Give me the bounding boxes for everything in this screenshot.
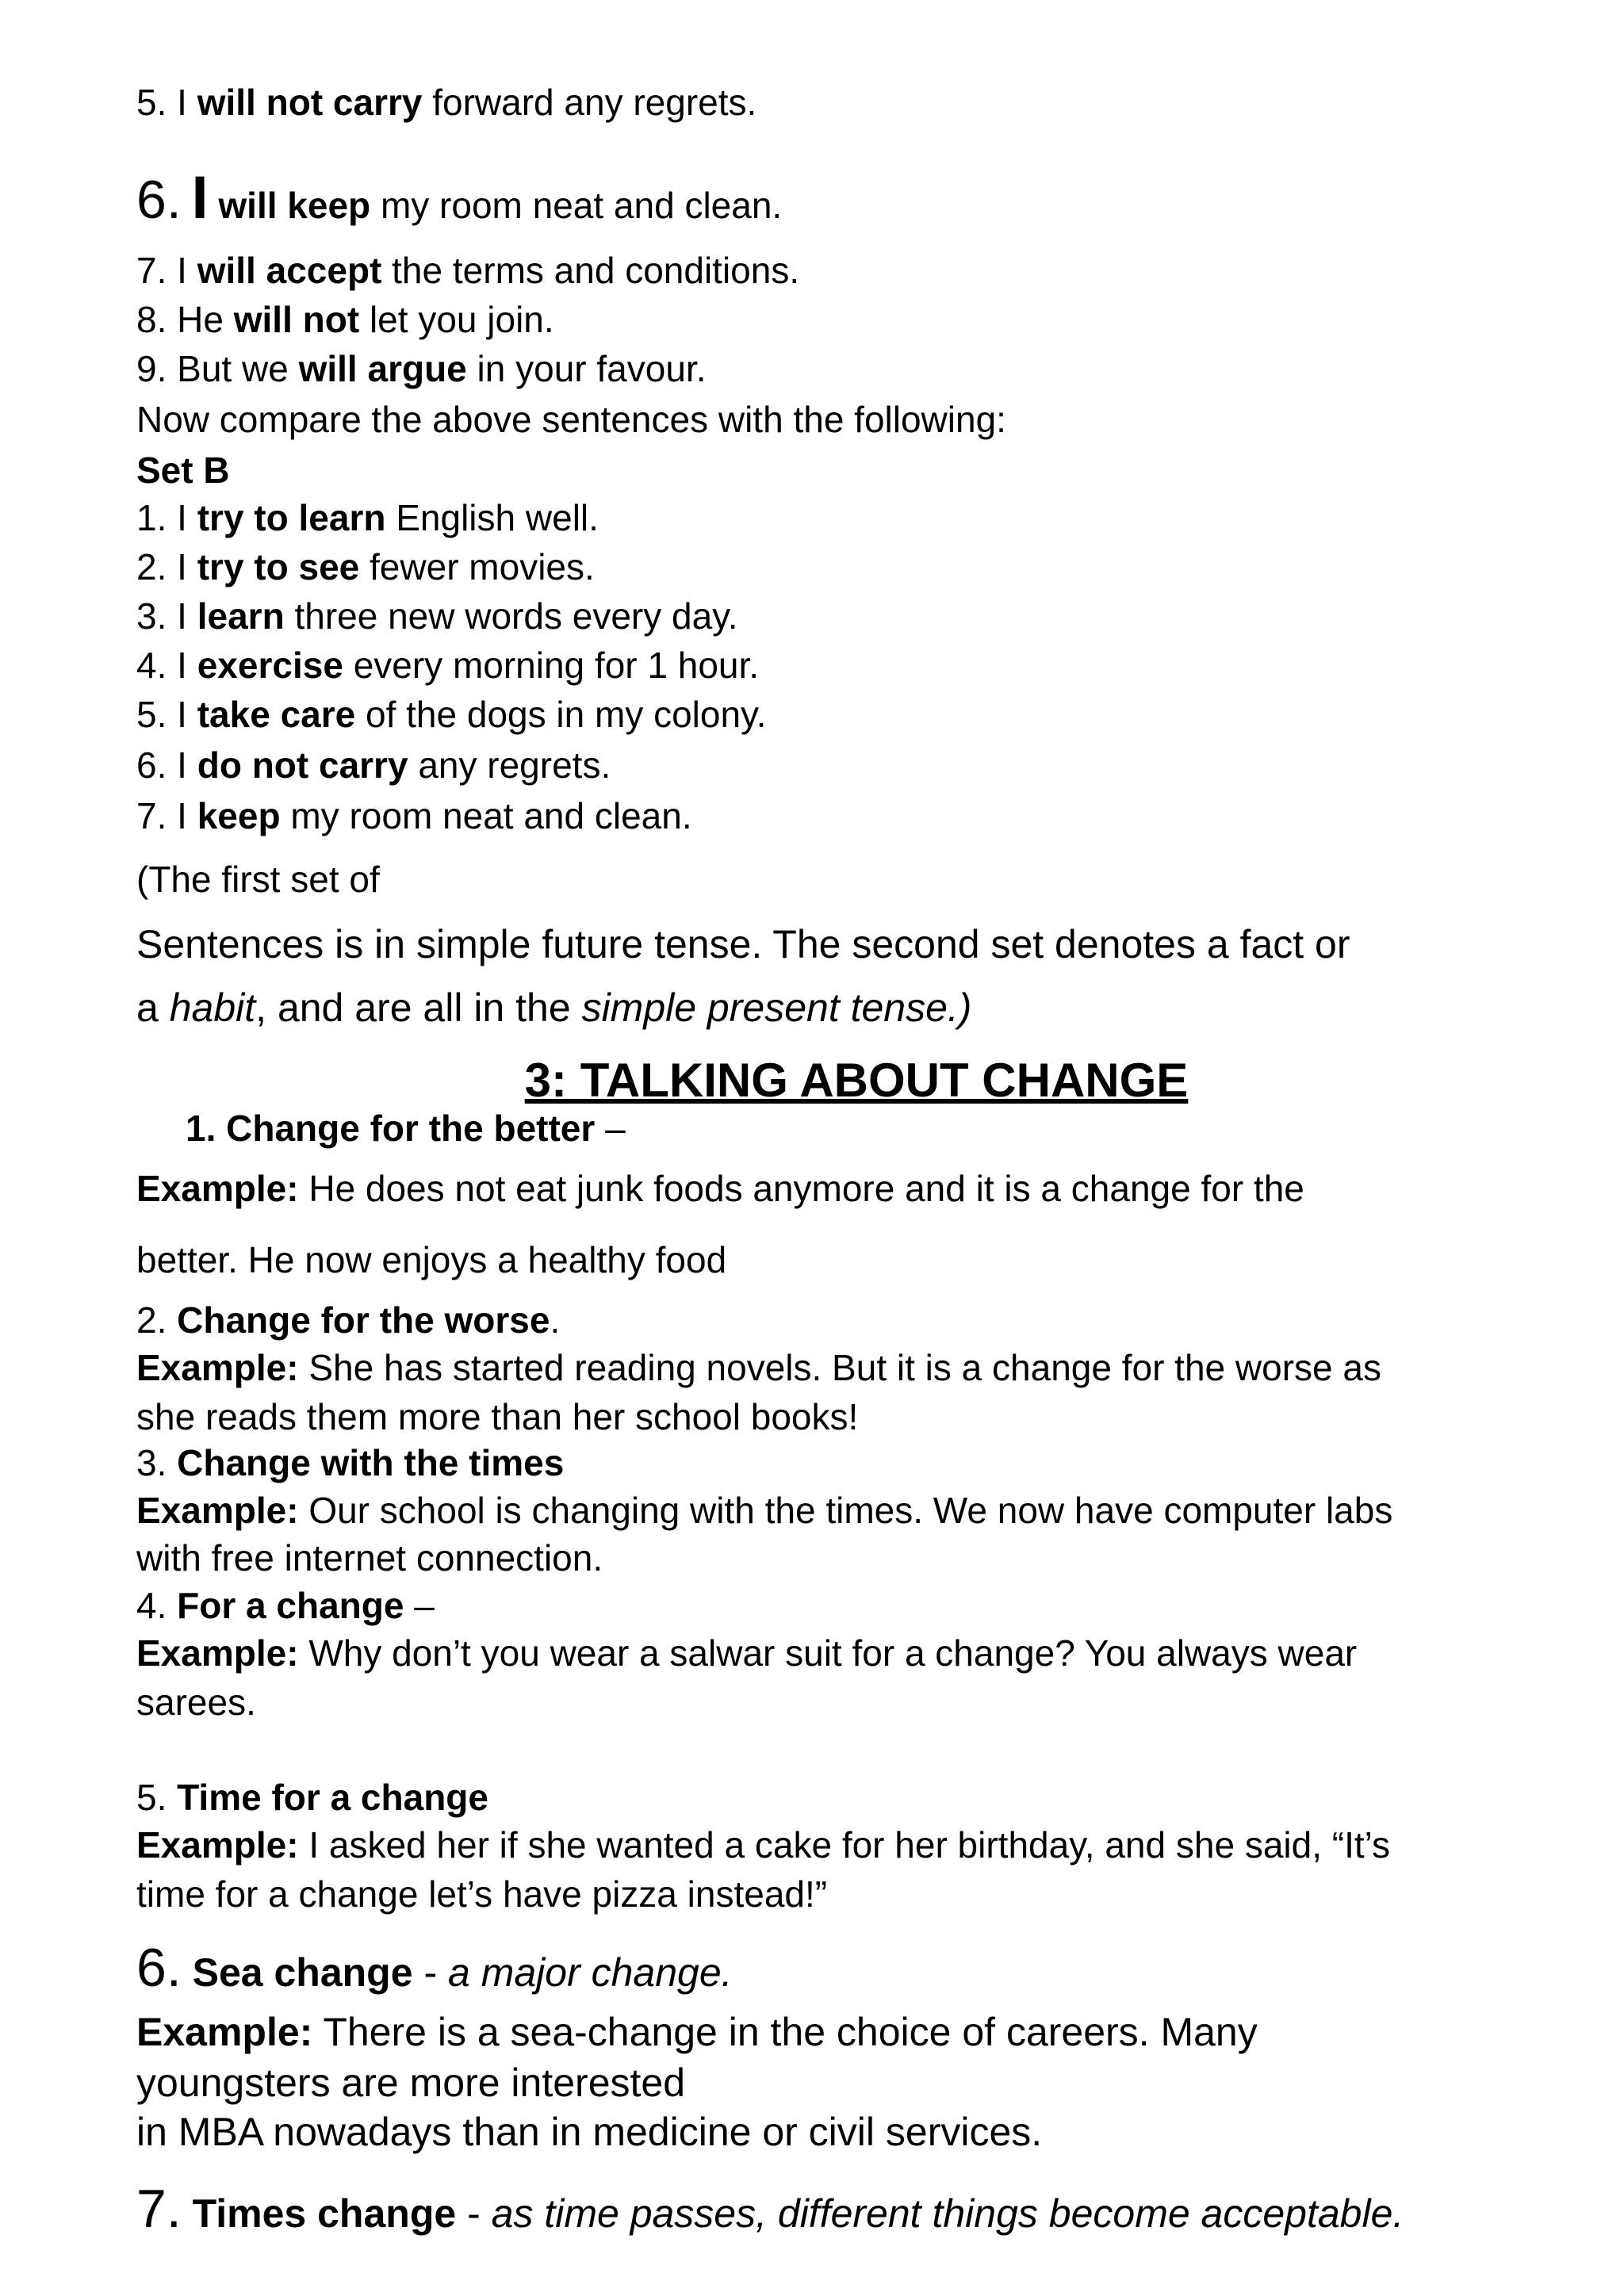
item-number: 3. (136, 1442, 167, 1483)
item-verb: will accept (197, 250, 382, 291)
note-habit: habit (169, 985, 256, 1030)
item-4-example-line-2: sarees. (136, 1682, 256, 1723)
example-text: Our school is changing with the times. We now have computer labs (308, 1490, 1393, 1531)
item-subject: I (177, 250, 187, 291)
set-b-title: Set B (136, 450, 230, 491)
item-verb: will keep (218, 185, 371, 226)
set-b-item-4 (136, 645, 760, 686)
item-title: Sea change (192, 1950, 413, 1995)
example-label: Example: (136, 1168, 299, 1209)
item-1-title-line (186, 1108, 626, 1149)
item-verb: will not carry (197, 82, 423, 123)
item-verb: try to learn (197, 497, 386, 538)
item-dash: – (414, 1585, 435, 1626)
item-number: 7. (136, 2179, 182, 2239)
item-7-title-line (136, 2179, 1404, 2239)
item-1-example-line-2: better. He now enjoys a healthy food (136, 1239, 727, 1280)
item-title: 1. Change for the better (186, 1108, 596, 1149)
item-title: Times change (192, 2191, 457, 2236)
item-3-title-line (136, 1442, 565, 1483)
item-6-example-line-1 (136, 2012, 1258, 2052)
item-1-example-line-1 (136, 1170, 1304, 1207)
item-verb: take care (197, 694, 356, 735)
item-subject: I (177, 795, 187, 836)
example-label: Example: (136, 2010, 313, 2054)
set-a-item-9 (136, 350, 706, 387)
item-number: 2. (136, 546, 167, 587)
item-title: For a change (177, 1585, 404, 1626)
example-label: Example: (136, 1347, 299, 1388)
item-subject: I (177, 645, 187, 686)
section-heading: 3: TALKING ABOUT CHANGE (524, 1054, 1189, 1107)
item-subject: I (191, 164, 209, 232)
item-verb: keep (197, 795, 281, 836)
item-meaning: a major change. (448, 1950, 733, 1995)
item-2-example-line-1 (136, 1349, 1381, 1386)
item-verb: learn (197, 595, 285, 637)
item-number: 7. (136, 250, 167, 291)
item-subject: I (177, 744, 187, 786)
set-a-item-5 (136, 84, 756, 121)
item-number: 2. (136, 1299, 167, 1341)
item-title: Change for the worse (177, 1299, 550, 1341)
item-rest: three new words every day. (294, 595, 738, 637)
item-verb: will argue (298, 348, 467, 389)
item-number: 1. (136, 497, 167, 538)
example-text: I asked her if she wanted a cake for her birthday, and she said, “It’s (308, 1824, 1391, 1866)
set-b-item-1 (136, 499, 599, 536)
item-subject: But we (177, 348, 289, 389)
item-5-title-line (136, 1779, 488, 1816)
compare-line: Now compare the above sentences with the following: (136, 399, 1006, 440)
item-number: 5. (136, 1777, 167, 1818)
item-separator: - (467, 2191, 481, 2236)
item-number: 4. (136, 1585, 167, 1626)
item-rest: my room neat and clean. (380, 185, 783, 226)
item-number: 6. (136, 744, 167, 786)
item-verb: will not (233, 299, 360, 340)
item-rest: in your favour. (477, 348, 707, 389)
set-b-item-5 (136, 696, 766, 733)
item-5-example-line-2: time for a change let’s have pizza instead!” (136, 1873, 828, 1915)
item-number: 9. (136, 348, 167, 389)
item-6-example-line-2: youngsters are more interested (136, 2061, 686, 2105)
example-text: There is a sea-change in the choice of careers. Many (323, 2010, 1258, 2054)
example-label: Example: (136, 1490, 299, 1531)
item-subject: I (177, 546, 187, 587)
item-number: 4. (136, 645, 167, 686)
item-3-example-line-2: with free internet connection. (136, 1537, 603, 1578)
item-5-example-line-1 (136, 1824, 1391, 1866)
item-verb: exercise (197, 645, 343, 686)
item-6-title-line (136, 1938, 733, 1998)
note-line-3 (136, 985, 972, 1030)
item-rest: forward any regrets. (432, 82, 757, 123)
item-subject: I (177, 694, 187, 735)
set-a-item-8 (136, 301, 554, 338)
item-dash: – (605, 1108, 626, 1149)
set-b-item-7 (136, 795, 692, 836)
item-rest: English well. (396, 497, 599, 538)
item-rest: every morning for 1 hour. (353, 645, 760, 686)
item-number: 5. (136, 82, 167, 123)
item-number: 7. (136, 795, 167, 836)
note-line-2: Sentences is in simple future tense. The second set denotes a fact or (136, 922, 1350, 966)
item-number: 8. (136, 299, 167, 340)
example-text: He does not eat junk foods anymore and it is a change for the (308, 1168, 1304, 1209)
item-4-title-line (136, 1587, 435, 1624)
item-number: 5. (136, 694, 167, 735)
note-text: a (136, 985, 159, 1030)
item-separator: - (423, 1950, 438, 1995)
set-b-item-3 (136, 595, 738, 637)
item-4-example-line-1 (136, 1632, 1358, 1674)
item-subject: I (177, 82, 187, 123)
item-dot: . (550, 1299, 561, 1341)
set-a-item-7 (136, 252, 799, 289)
example-label: Example: (136, 1824, 299, 1866)
item-rest: fewer movies. (370, 546, 595, 587)
item-subject: I (177, 497, 187, 538)
set-b-item-2 (136, 546, 595, 587)
item-meaning: as time passes, different things become acceptable. (491, 2191, 1404, 2236)
set-b-item-6 (136, 744, 611, 786)
set-a-item-6 (136, 164, 783, 232)
note-tense: simple present tense.) (581, 985, 972, 1030)
item-verb: try to see (197, 546, 360, 587)
item-subject: He (177, 299, 224, 340)
item-rest: let you join. (369, 299, 554, 340)
item-title: Change with the times (177, 1442, 565, 1483)
item-rest: the terms and conditions. (392, 250, 800, 291)
item-2-example-line-2: she reads them more than her school books! (136, 1396, 859, 1437)
item-number: 3. (136, 595, 167, 637)
item-title: Time for a change (177, 1777, 488, 1818)
item-3-example-line-1 (136, 1492, 1392, 1529)
note-text: , and are all in the (255, 985, 571, 1030)
item-rest: my room neat and clean. (290, 795, 692, 836)
example-text: Why don’t you wear a salwar suit for a change? You always wear (308, 1632, 1358, 1674)
item-number: 6. (136, 1938, 182, 1998)
example-label: Example: (136, 1632, 299, 1674)
item-number: 6. (136, 170, 182, 230)
item-rest: any regrets. (418, 744, 611, 786)
note-line-1: (The first set of (136, 859, 380, 900)
item-rest: of the dogs in my colony. (366, 694, 767, 735)
item-subject: I (177, 595, 187, 637)
item-2-title-line (136, 1299, 561, 1341)
item-6-example-line-3: in MBA nowadays than in medicine or civil services. (136, 2110, 1043, 2154)
example-text: She has started reading novels. But it is a change for the worse as (308, 1347, 1381, 1388)
item-verb: do not carry (197, 744, 408, 786)
